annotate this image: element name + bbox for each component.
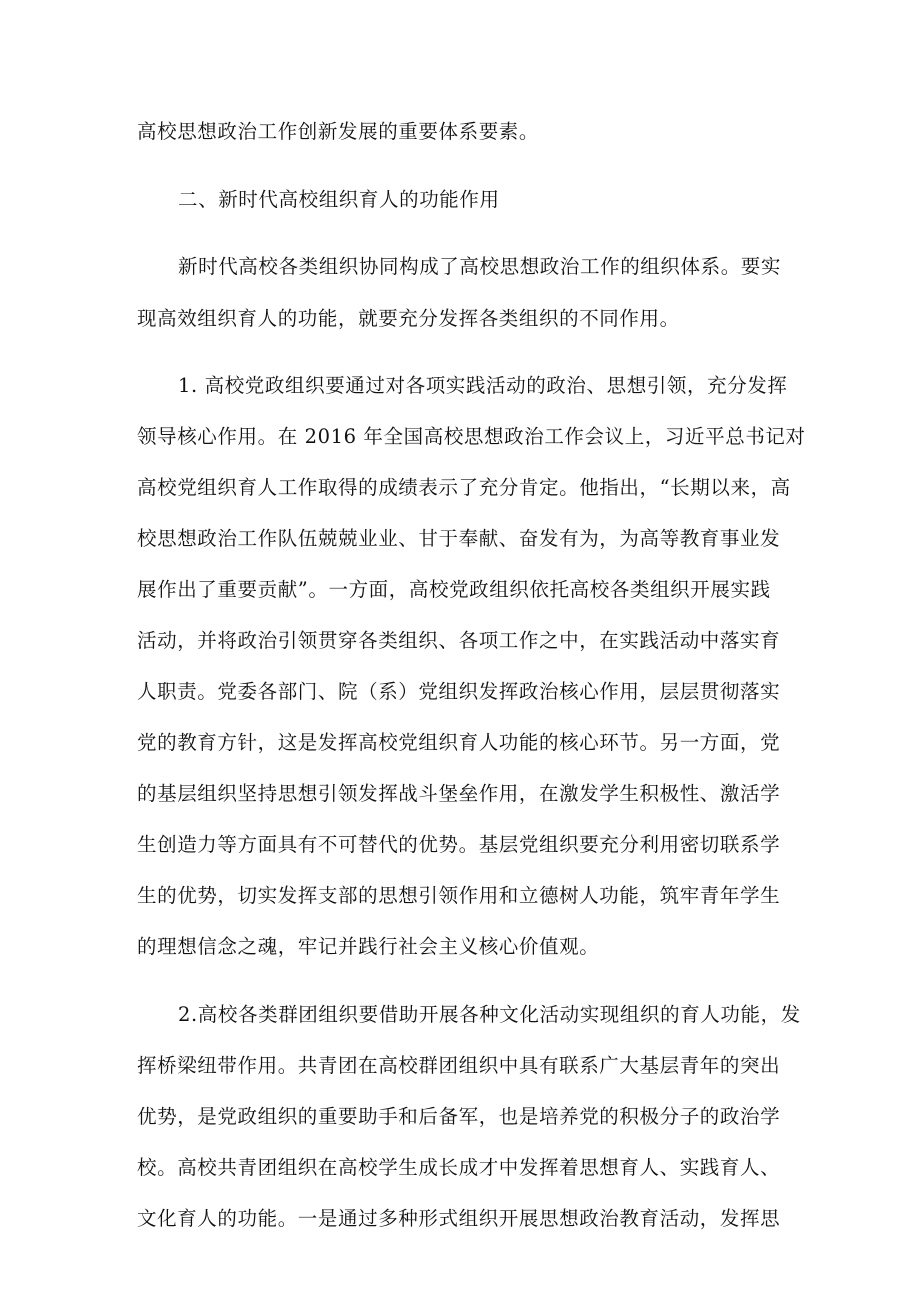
- paragraph-line: 人职责。党委各部门、院（系）党组织发挥政治核心作用，层层贯彻落实: [137, 680, 781, 703]
- paragraph-line: 文化育人的功能。一是通过多种形式组织开展思想政治教育活动，发挥思: [137, 1207, 781, 1230]
- paragraph-line: 新时代高校各类组织协同构成了高校思想政治工作的组织体系。要实: [178, 255, 782, 278]
- paragraph-line: 生创造力等方面具有不可替代的优势。基层党组织要充分利用密切联系学: [137, 833, 781, 856]
- paragraph-line: 高校党组织育人工作取得的成绩表示了充分肯定。他指出，“长期以来，高: [137, 476, 791, 499]
- paragraph-line: 领导核心作用。在 2016 年全国高校思想政治工作会议上，习近平总书记对: [137, 425, 806, 448]
- paragraph-line: 的基层组织坚持思想引领发挥战斗堡垒作用，在激发学生积极性、激活学: [137, 782, 781, 805]
- paragraph-line: 优势，是党政组织的重要助手和后备军，也是培养党的积极分子的政治学: [137, 1105, 781, 1128]
- paragraph-line: 党的教育方针，这是发挥高校党组织育人功能的核心环节。另一方面，党: [137, 731, 781, 754]
- section-heading: 二、新时代高校组织育人的功能作用: [178, 188, 500, 211]
- paragraph-line: 生的优势，切实发挥支部的思想引领作用和立德树人功能，筑牢青年学生: [137, 884, 781, 907]
- paragraph-line: 的理想信念之魂，牢记并践行社会主义核心价值观。: [137, 935, 600, 958]
- paragraph-line: 校思想政治工作队伍兢兢业业、甘于奉献、奋发有为，为高等教育事业发: [137, 527, 781, 550]
- paragraph-line: 校。高校共青团组织在高校学生成长成才中发挥着思想育人、实践育人、: [137, 1156, 781, 1179]
- paragraph-line: 高校思想政治工作创新发展的重要体系要素。: [137, 120, 540, 143]
- paragraph-line: 活动，并将政治引领贯穿各类组织、各项工作之中，在实践活动中落实育: [137, 629, 781, 652]
- paragraph-line: 现高效组织育人的功能，就要充分发挥各类组织的不同作用。: [137, 307, 680, 330]
- paragraph-line: 2.高校各类群团组织要借助开展各种文化活动实现组织的育人功能，发: [178, 1003, 801, 1026]
- paragraph-line: 1. 高校党政组织要通过对各项实践活动的政治、思想引领，充分发挥: [178, 374, 788, 397]
- paragraph-line: 挥桥梁纽带作用。共青团在高校群团组织中具有联系广大基层青年的突出: [137, 1054, 781, 1077]
- paragraph-line: 展作出了重要贡献”。一方面，高校党政组织依托高校各类组织开展实践: [137, 578, 771, 601]
